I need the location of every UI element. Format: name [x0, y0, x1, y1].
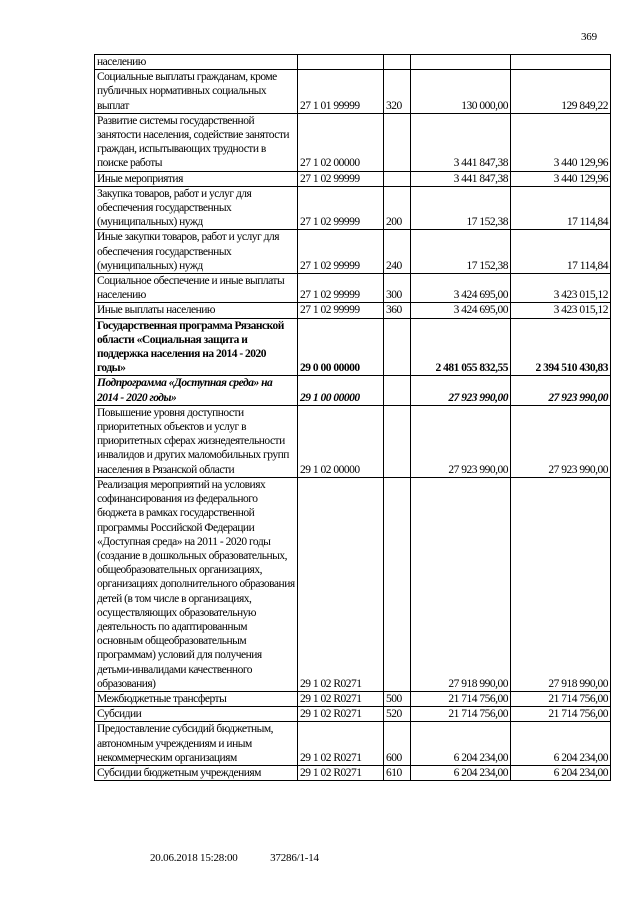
target-code-cell: 29 1 02 R0271: [298, 765, 384, 780]
planned-amount-cell: 3 424 695,00: [411, 303, 511, 318]
table-row: [95, 171, 611, 186]
executed-amount-cell: 17 114,84: [511, 230, 611, 274]
planned-amount-cell: 27 918 990,00: [411, 477, 511, 691]
target-code-cell: 29 1 02 R0271: [298, 722, 384, 766]
row-name-cell: Государственная программа Рязанской области «Социальная защита и поддержка населения на 2014 - 2020 годы»: [95, 318, 298, 376]
planned-amount-cell: 17 152,38: [411, 230, 511, 274]
planned-amount-cell: 130 000,00: [411, 70, 511, 114]
table-row: [95, 477, 611, 691]
row-name-cell: Социальное обеспечение и иные выплаты населению: [95, 274, 298, 303]
budget-table: [94, 54, 611, 781]
target-code-cell: 29 0 00 00000: [298, 318, 384, 376]
target-code-cell: 27 1 02 99999: [298, 230, 384, 274]
target-code-cell: 27 1 02 99999: [298, 303, 384, 318]
planned-amount-cell: 6 204 234,00: [411, 722, 511, 766]
target-code-cell: 27 1 02 99999: [298, 274, 384, 303]
row-name-cell: Социальные выплаты гражданам, кроме публичных нормативных социальных выплат: [95, 70, 298, 114]
expense-type-cell: 520: [384, 707, 411, 722]
row-name-cell: Подпрограмма «Доступная среда» на 2014 - 2020 годы»: [95, 376, 298, 405]
executed-amount-cell: 3 423 015,12: [511, 274, 611, 303]
expense-type-cell: 610: [384, 765, 411, 780]
expense-type-cell: 320: [384, 70, 411, 114]
expense-type-cell: [384, 405, 411, 477]
footer-doc-code: 37286/1-14: [270, 852, 319, 864]
expense-type-cell: [384, 318, 411, 376]
footer: [150, 852, 319, 864]
executed-amount-cell: 3 440 129,96: [511, 171, 611, 186]
executed-amount-cell: 129 849,22: [511, 70, 611, 114]
table-row: [95, 303, 611, 318]
executed-amount-cell: 3 440 129,96: [511, 113, 611, 171]
planned-amount-cell: [411, 55, 511, 70]
executed-amount-cell: 17 114,84: [511, 186, 611, 230]
target-code-cell: 27 1 02 99999: [298, 171, 384, 186]
expense-type-cell: 200: [384, 186, 411, 230]
planned-amount-cell: 27 923 990,00: [411, 376, 511, 405]
executed-amount-cell: 6 204 234,00: [511, 765, 611, 780]
planned-amount-cell: 6 204 234,00: [411, 765, 511, 780]
expense-type-cell: [384, 477, 411, 691]
expense-type-cell: [384, 113, 411, 171]
expense-type-cell: 500: [384, 691, 411, 706]
planned-amount-cell: 17 152,38: [411, 186, 511, 230]
row-name-cell: Реализация мероприятий на условиях софинансирования из федерального бюджета в рамках государственной программы Российской Федерации «Доступная среда» на 2011 - 2020 годы (создание в дошкольных образовательных, общеобразовательных организациях, организациях дополнительного образования детей (в том числе в организациях, осуществляющих образовательную деятельность по адаптированным основным общеобразовательным программам) условий для получения детьми-инвалидами качественного образования): [95, 477, 298, 691]
table-row: [95, 707, 611, 722]
footer-timestamp: 20.06.2018 15:28:00: [150, 852, 238, 864]
row-name-cell: Иные закупки товаров, работ и услуг для обеспечения государственных (муниципальных) нужд: [95, 230, 298, 274]
table-row: [95, 186, 611, 230]
target-code-cell: 27 1 02 00000: [298, 113, 384, 171]
row-name-cell: Субсидии бюджетным учреждениям: [95, 765, 298, 780]
row-name-cell: Иные выплаты населению: [95, 303, 298, 318]
target-code-cell: 29 1 02 R0271: [298, 707, 384, 722]
executed-amount-cell: 27 918 990,00: [511, 477, 611, 691]
expense-type-cell: [384, 171, 411, 186]
table-row: [95, 55, 611, 70]
page-number: 369: [581, 31, 597, 43]
expense-type-cell: 300: [384, 274, 411, 303]
expense-type-cell: 360: [384, 303, 411, 318]
executed-amount-cell: 6 204 234,00: [511, 722, 611, 766]
expense-type-cell: [384, 376, 411, 405]
executed-amount-cell: 21 714 756,00: [511, 707, 611, 722]
row-name-cell: Развитие системы государственной занятости населения, содействие занятости граждан, испытывающих трудности в поиске работы: [95, 113, 298, 171]
row-name-cell: Субсидии: [95, 707, 298, 722]
planned-amount-cell: 3 441 847,38: [411, 171, 511, 186]
table-row: [95, 70, 611, 114]
row-name-cell: населению: [95, 55, 298, 70]
target-code-cell: 27 1 01 99999: [298, 70, 384, 114]
executed-amount-cell: 3 423 015,12: [511, 303, 611, 318]
target-code-cell: 29 1 02 00000: [298, 405, 384, 477]
table-row: [95, 765, 611, 780]
planned-amount-cell: 2 481 055 832,55: [411, 318, 511, 376]
executed-amount-cell: 21 714 756,00: [511, 691, 611, 706]
table-row: [95, 113, 611, 171]
expense-type-cell: 240: [384, 230, 411, 274]
table-row: [95, 274, 611, 303]
expense-type-cell: 600: [384, 722, 411, 766]
target-code-cell: 29 1 00 00000: [298, 376, 384, 405]
table-row: [95, 230, 611, 274]
row-name-cell: Иные мероприятия: [95, 171, 298, 186]
row-name-cell: Закупка товаров, работ и услуг для обеспечения государственных (муниципальных) нужд: [95, 186, 298, 230]
expense-type-cell: [384, 55, 411, 70]
budget-table-body: [95, 55, 611, 781]
executed-amount-cell: 27 923 990,00: [511, 376, 611, 405]
target-code-cell: 29 1 02 R0271: [298, 477, 384, 691]
row-name-cell: Межбюджетные трансферты: [95, 691, 298, 706]
planned-amount-cell: 27 923 990,00: [411, 405, 511, 477]
executed-amount-cell: 27 923 990,00: [511, 405, 611, 477]
target-code-cell: 27 1 02 99999: [298, 186, 384, 230]
target-code-cell: [298, 55, 384, 70]
table-row: [95, 318, 611, 376]
planned-amount-cell: 21 714 756,00: [411, 691, 511, 706]
row-name-cell: Предоставление субсидий бюджетным, автономным учреждениям и иным некоммерческим организациям: [95, 722, 298, 766]
table-row: [95, 722, 611, 766]
planned-amount-cell: 21 714 756,00: [411, 707, 511, 722]
executed-amount-cell: 2 394 510 430,83: [511, 318, 611, 376]
planned-amount-cell: 3 441 847,38: [411, 113, 511, 171]
table-row: [95, 691, 611, 706]
table-row: [95, 405, 611, 477]
target-code-cell: 29 1 02 R0271: [298, 691, 384, 706]
executed-amount-cell: [511, 55, 611, 70]
table-row: [95, 376, 611, 405]
row-name-cell: Повышение уровня доступности приоритетных объектов и услуг в приоритетных сферах жизнедеятельности инвалидов и других маломобильных групп населения в Рязанской области: [95, 405, 298, 477]
planned-amount-cell: 3 424 695,00: [411, 274, 511, 303]
